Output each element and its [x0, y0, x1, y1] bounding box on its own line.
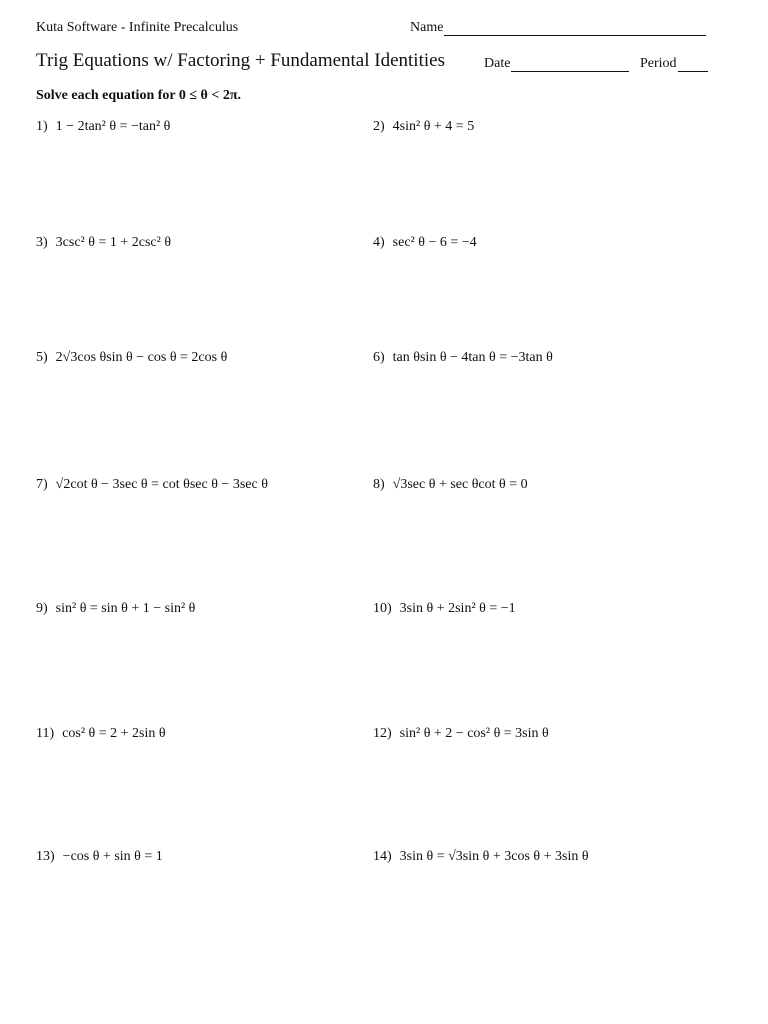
problem-13 — [36, 849, 163, 865]
problem-8 — [373, 477, 528, 493]
period-field[interactable] — [640, 56, 708, 72]
problem-equation: tan θsin θ − 4tan θ = −3tan θ — [392, 350, 553, 365]
problem-equation: sec² θ − 6 = −4 — [392, 235, 477, 250]
problem-number: 6) — [373, 350, 385, 365]
problem-equation: 4sin² θ + 4 = 5 — [392, 119, 475, 134]
problem-3 — [36, 235, 171, 251]
problem-number: 12) — [373, 726, 392, 741]
problem-number: 8) — [373, 477, 385, 492]
instructions: Solve each equation for 0 ≤ θ < 2π. — [36, 88, 241, 103]
problem-equation: 3csc² θ = 1 + 2csc² θ — [55, 235, 172, 250]
problem-number: 1) — [36, 119, 48, 134]
problem-equation: 3sin θ + 2sin² θ = −1 — [399, 601, 516, 616]
problem-2 — [373, 119, 474, 135]
problem-number: 14) — [373, 849, 392, 864]
problem-11 — [36, 726, 166, 742]
problem-number: 5) — [36, 350, 48, 365]
problem-number: 9) — [36, 601, 48, 616]
problem-number: 2) — [373, 119, 385, 134]
problem-9 — [36, 601, 195, 617]
problem-5 — [36, 350, 227, 366]
problem-1 — [36, 119, 170, 135]
period-label: Period — [640, 56, 677, 71]
name-field[interactable] — [410, 20, 706, 36]
problem-equation: 3sin θ = √3sin θ + 3cos θ + 3sin θ — [399, 849, 589, 864]
problem-equation: cos² θ = 2 + 2sin θ — [62, 726, 166, 741]
problem-number: 13) — [36, 849, 55, 864]
date-blank-line[interactable] — [511, 57, 629, 72]
worksheet-title: Trig Equations w/ Factoring + Fundamental Identities — [36, 50, 445, 71]
problem-number: 4) — [373, 235, 385, 250]
problem-6 — [373, 350, 553, 366]
date-label: Date — [484, 56, 511, 71]
problem-equation: sin² θ + 2 − cos² θ = 3sin θ — [399, 726, 549, 741]
problem-number: 10) — [373, 601, 392, 616]
period-blank-line[interactable] — [678, 57, 708, 72]
problem-number: 7) — [36, 477, 48, 492]
date-field[interactable] — [484, 56, 629, 72]
problem-14 — [373, 849, 589, 865]
problem-12 — [373, 726, 549, 742]
problem-equation: √2cot θ − 3sec θ = cot θsec θ − 3sec θ — [55, 477, 268, 492]
problem-number: 3) — [36, 235, 48, 250]
problem-equation: √3sec θ + sec θcot θ = 0 — [392, 477, 528, 492]
problem-equation: 1 − 2tan² θ = −tan² θ — [55, 119, 171, 134]
problem-equation: −cos θ + sin θ = 1 — [62, 849, 163, 864]
name-label: Name — [410, 20, 444, 35]
problem-7 — [36, 477, 268, 493]
name-blank-line[interactable] — [444, 21, 706, 36]
problem-equation: 2√3cos θsin θ − cos θ = 2cos θ — [55, 350, 228, 365]
problem-number: 11) — [36, 726, 55, 741]
problem-4 — [373, 235, 477, 251]
software-label: Kuta Software - Infinite Precalculus — [36, 20, 239, 35]
problem-equation: sin² θ = sin θ + 1 − sin² θ — [55, 601, 196, 616]
problem-10 — [373, 601, 516, 617]
